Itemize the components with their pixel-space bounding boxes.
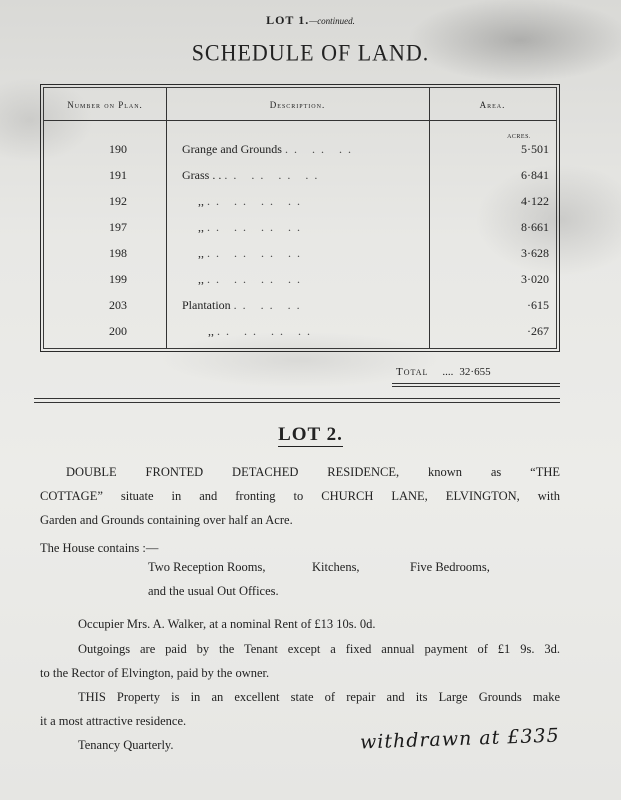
area-value: 5·501 bbox=[521, 142, 549, 156]
section-divider bbox=[34, 398, 560, 399]
occupier-line: Occupier Mrs. A. Walker, at a nominal Rent of £13 10s. 0d. bbox=[78, 617, 376, 631]
plan-number: 191 bbox=[109, 168, 127, 182]
table-row bbox=[44, 194, 556, 220]
property-paragraph: THIS Property is in an excellent state of repair and its Large Grounds make it a most attractive residence. bbox=[40, 690, 560, 728]
handwritten-note: withdrawn at £335 bbox=[359, 724, 561, 754]
area-value: 8·661 bbox=[521, 220, 549, 234]
schedule-table bbox=[40, 84, 560, 352]
out-offices: and the usual Out Offices. bbox=[148, 584, 279, 598]
table-row bbox=[44, 324, 556, 350]
area-value: 6·841 bbox=[521, 168, 549, 182]
table-row bbox=[44, 142, 556, 168]
description: Plantation .. .. .. bbox=[182, 298, 306, 312]
area-value: 4·122 bbox=[521, 194, 549, 208]
description: ,, .. .. .. .. bbox=[198, 220, 306, 234]
col-header-area: Area. bbox=[479, 100, 506, 110]
outgoings-paragraph: Outgoings are paid by the Tenant except a fixed annual payment of £1 9s. 3d. to the Rector of Elvington, paid by the owner. bbox=[40, 642, 560, 680]
description: Grange and Grounds .. .. .. bbox=[182, 142, 357, 156]
plan-number: 190 bbox=[109, 142, 127, 156]
tenancy-line: Tenancy Quarterly. bbox=[78, 738, 174, 752]
lot1-label: LOT 1. bbox=[266, 13, 310, 27]
total-underline bbox=[392, 383, 560, 384]
area-value: 3·020 bbox=[521, 272, 549, 286]
lot2-heading: LOT 2. bbox=[278, 424, 343, 445]
description: ,, .. .. .. .. bbox=[198, 246, 306, 260]
table-row bbox=[44, 272, 556, 298]
total-underline bbox=[392, 386, 560, 387]
area-value: 3·628 bbox=[521, 246, 549, 260]
header-divider bbox=[44, 120, 556, 121]
house-contains-label: The House contains :— bbox=[40, 541, 159, 555]
lot1-heading bbox=[0, 13, 621, 28]
section-divider bbox=[34, 402, 560, 403]
plan-number: 192 bbox=[109, 194, 127, 208]
description: ,, .. .. .. .. bbox=[198, 272, 306, 286]
total-row bbox=[396, 366, 491, 378]
plan-number: 203 bbox=[109, 298, 127, 312]
description: ,, .. .. .. .. bbox=[208, 324, 316, 338]
table-row bbox=[44, 220, 556, 246]
plan-number: 199 bbox=[109, 272, 127, 286]
col-header-description: Description. bbox=[269, 100, 326, 110]
description: ,, .. .. .. .. bbox=[198, 194, 306, 208]
area-unit-label: ACRES. bbox=[507, 134, 531, 140]
schedule-title: SCHEDULE OF LAND. bbox=[191, 39, 430, 66]
total-value: 32·655 bbox=[459, 366, 491, 378]
area-value: ·615 bbox=[527, 298, 549, 312]
table-row bbox=[44, 246, 556, 272]
lot1-continued: —continued. bbox=[309, 16, 355, 26]
room-item: Kitchens, bbox=[312, 560, 360, 574]
schedule-table-inner bbox=[43, 87, 557, 349]
col-header-number: Number on Plan. bbox=[67, 100, 143, 110]
table-row bbox=[44, 298, 556, 324]
room-item: Five Bedrooms, bbox=[410, 560, 490, 574]
table-row bbox=[44, 168, 556, 194]
plan-number: 197 bbox=[109, 220, 127, 234]
area-value: ·267 bbox=[527, 324, 549, 338]
description: Grass . . .. .. .. .. bbox=[182, 168, 324, 182]
residence-description: DOUBLE FRONTED DETACHED RESIDENCE, known as “THE COTTAGE” situate in and fronting to CHURCH LANE, ELVINGTON, with Garden and Grounds containing over half an Acre. bbox=[40, 465, 560, 527]
room-item: Two Reception Rooms, bbox=[148, 560, 266, 574]
plan-number: 198 bbox=[109, 246, 127, 260]
plan-number: 200 bbox=[109, 324, 127, 338]
total-label: Total bbox=[396, 366, 429, 378]
total-dots: .... bbox=[442, 366, 454, 378]
